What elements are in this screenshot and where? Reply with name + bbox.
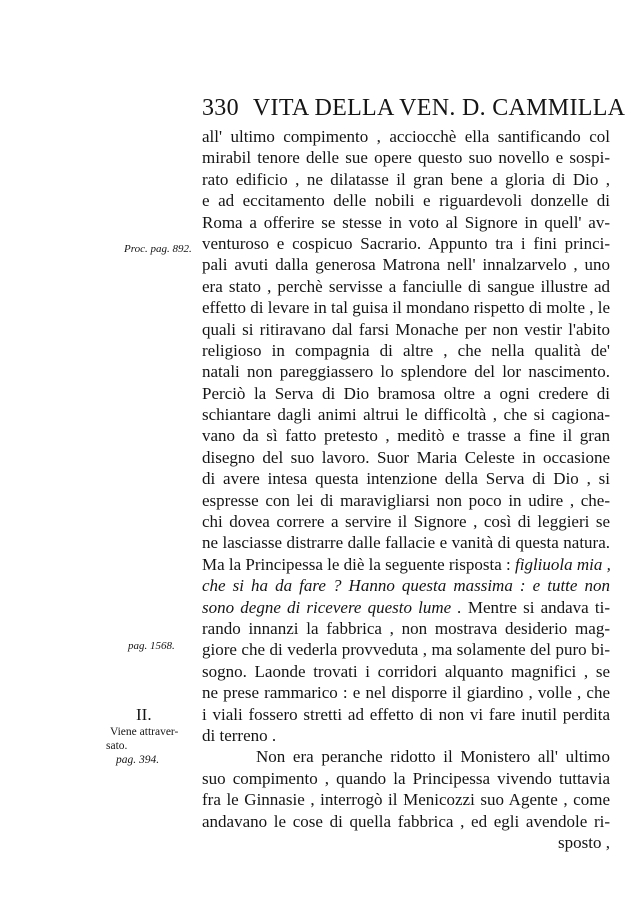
running-title: VITA DELLA VEN. D. CAMMILLA (252, 95, 626, 121)
text-line: Roma a offerire se stesse in voto al Signore in quell' av- (202, 212, 610, 232)
text-line: disegno del suo lavoro. Suor Maria Celeste in occasione (202, 447, 610, 467)
text-line: giore che di vederla provveduta , ma solamente del puro bi- (202, 640, 610, 660)
text-line: di terreno . (202, 725, 277, 745)
text-line: venturoso e cospicuo Sacrario. Appunto tra i fini princi- (202, 233, 610, 253)
text-line: religioso in compagnia di altre , che nella qualità de' (202, 340, 610, 360)
text-line: sogno. Laonde trovati i corridori alquanto magnifici , se (202, 661, 610, 681)
page-number: 330 (202, 95, 239, 121)
section-margin-note (106, 725, 179, 767)
text-line: natali non pareggiassero lo splendore del lor nascimento. (202, 362, 610, 382)
text-line: era stato , perchè servisse a fanciulle di sangue illustre ad (202, 276, 610, 296)
text-line: e ad eccitamento delle nobili e riguardevoli donzelle di (202, 191, 610, 211)
text-line: suo compimento , quando la Principessa vivendo tuttavia (202, 768, 610, 788)
section-note-line: Viene attraver- (110, 726, 179, 738)
italic-quote: sono degne di ricevere questo lume . (202, 597, 462, 617)
margin-note-reference: pag. 1568. (128, 640, 175, 652)
text-segment: Ma la Principessa le diè la seguente risposta : (202, 554, 511, 574)
text-line: Non era peranche ridotto il Monistero all' ultimo (256, 747, 610, 767)
text-line: rando innanzi la fabbrica , non mostrava desiderio mag- (202, 618, 610, 638)
text-line (202, 554, 610, 575)
text-line (202, 575, 610, 596)
text-segment: Mentre si andava ti- (467, 597, 610, 617)
text-line: di avere intesa questa intenzione della Serva di Dio , si (202, 469, 610, 489)
text-line: schiantare dagli animi altrui le difficoltà , che si cagiona- (202, 405, 610, 425)
page-header (202, 95, 626, 122)
text-line: all' ultimo compimento , acciocchè ella santificando col (202, 127, 610, 146)
text-line: chi dovea correre a servire il Signore , così di leggieri se (202, 512, 610, 532)
italic-quote: che si ha da fare ? Hanno questa massima : (202, 576, 526, 596)
margin-note-reference: Proc. pag. 892. (124, 243, 192, 255)
italic-quote: e tutte non (532, 576, 611, 596)
text-line: effetto di levare in tal guisa il mondano rispetto di molte , le (202, 298, 611, 318)
text-line: mirabil tenore delle sue opere questo suo novello e sospi- (202, 148, 610, 168)
text-line: vano da sì fatto pretesto , meditò e trasse a fine il gran (202, 426, 610, 446)
text-line: pali avuti dalla generosa Matrona nell' innalzarvelo , uno (202, 255, 610, 275)
section-note-reference: pag. 394. (116, 754, 160, 766)
section-note-line: sato. (106, 740, 128, 752)
text-line: andavano le cose di quella fabbrica , ed egli avendole ri- (202, 811, 610, 831)
text-line: ne lasciasse distrarre dalle fallacie e vanità di questa natura. (202, 533, 610, 553)
text-line (202, 597, 610, 618)
text-line: i viali fossero stretti ad effetto di non vi fare inutil perdita (202, 704, 610, 724)
catchword: sposto , (558, 832, 610, 852)
italic-quote: figliuola mia , (515, 554, 611, 574)
text-line: Perciò la Serva di Dio bramosa oltre a ogni credere di (202, 383, 610, 403)
body-text (202, 126, 610, 853)
text-line: fra le Ginnasie , interrogò il Menicozzi suo Agente , come (202, 790, 610, 810)
text-line: ne prese rammarico : e nel disporre il giardino , volle , che (202, 683, 610, 703)
text-line: espresse con lei di maravigliarsi non poco in udire , che- (202, 490, 610, 510)
section-number: II. (136, 705, 152, 724)
text-line: rato edificio , ne dilatasse il gran bene a gloria di Dio , (202, 169, 610, 189)
text-line: quali si ritiravano dal farsi Monache per non vestir l'abito (202, 319, 610, 339)
